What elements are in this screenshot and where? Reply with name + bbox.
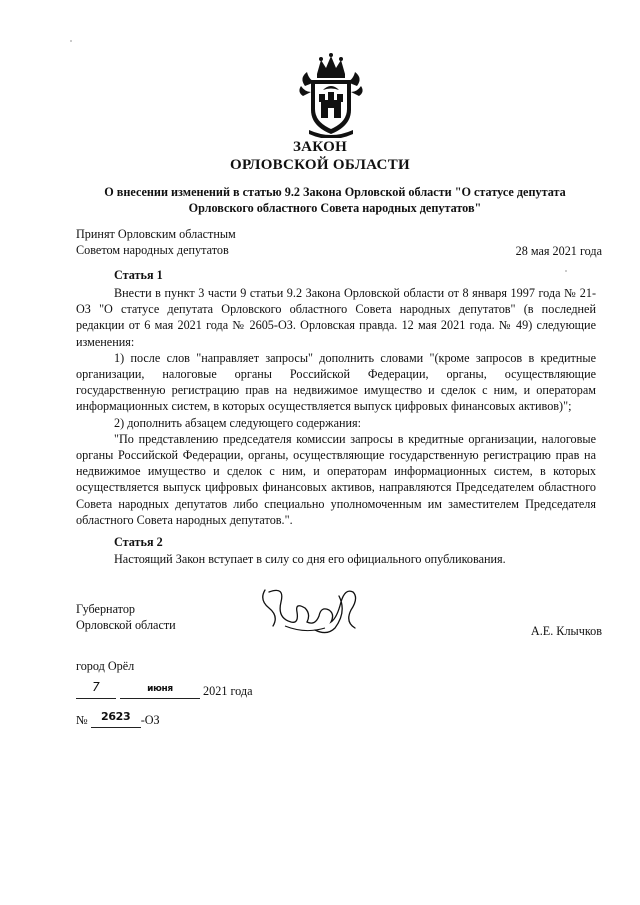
governor-signature: [255, 582, 370, 642]
law-number-suffix: -ОЗ: [140, 713, 160, 727]
law-number-prefix: №: [76, 713, 88, 727]
signing-date: [76, 680, 376, 702]
law-subject-title: [90, 184, 580, 216]
law-subject-line: О внесении изменений в статью 9.2 Закона Орловской области "О статусе депутата: [104, 185, 566, 199]
article-paragraph: 1) после слов "направляет запросы" дополнить словами "(кроме запросов в кредитные организации, налоговые органы Российской Федерации, органы, осуществляющие государственную регистрацию прав на недвижимое имущество и сделок с ним, и операторам информационных систем, в которых осуществляется выпуск цифровых финансовых активов)";: [76, 350, 596, 414]
law-number-blank: [91, 710, 141, 728]
adoption-date: 28 мая 2021 года: [515, 244, 602, 258]
adoption-note: [76, 226, 236, 258]
region-title: ОРЛОВСКОЙ ОБЛАСТИ: [230, 157, 410, 173]
date-month: июня: [147, 684, 173, 694]
signatory-title: [76, 601, 176, 633]
article-paragraph: Настоящий Закон вступает в силу со дня его официального опубликования.: [114, 552, 506, 566]
coat-of-arms-icon: [295, 52, 367, 138]
article-paragraph: "По представлению председателя комиссии запросы в кредитные организации, налоговые органы Российской Федерации, органы, осуществляющие государственную регистрацию прав на недвижимое имущество и сделок с ним, и операторам информационных систем, в которых осуществляется выпуск цифровых финансовых активов, направляются Председателем областного Совета народных депутатов либо специально уполномоченным им заместителем Председателя областного Совета народных депутатов.".: [76, 431, 596, 527]
scan-speck: [70, 40, 72, 42]
date-month-blank: [120, 684, 200, 699]
article-paragraph: Внести в пункт 3 части 9 статьи 9.2 Закона Орловской области от 8 января 1997 года № 21-ОЗ "О статусе депутата Орловского областного Совета народных депутатов" (в последней редакции от 6 мая 2021 года № 2605-ОЗ. Орловская правда. 12 мая 2021 года. № 49) следующие изменения:: [76, 286, 596, 349]
article-2-heading: Статья 2: [114, 535, 163, 549]
adoption-line: Советом народных депутатов: [76, 243, 229, 257]
signing-city: город Орёл: [76, 659, 135, 673]
date-day: 7: [92, 680, 100, 694]
scan-speck: [565, 270, 567, 272]
law-subject-line: Орловского областного Совета народных депутатов": [188, 201, 482, 215]
date-year: 2021 года: [203, 684, 253, 698]
date-day-blank: [76, 680, 116, 699]
signatory-title-line: Губернатор: [76, 602, 136, 616]
article-2-body: [76, 551, 596, 567]
article-paragraph: 2) дополнить абзацем следующего содержания:: [114, 415, 362, 430]
article-1-body: [76, 285, 596, 528]
law-number: [76, 710, 276, 731]
article-1-heading: Статья 1: [114, 268, 163, 282]
adoption-line: Принят Орловским областным: [76, 227, 236, 241]
document-type-title: ЗАКОН: [292, 139, 348, 155]
signatory-name: А.Е. Клычков: [530, 624, 602, 638]
signatory-title-line: Орловской области: [76, 618, 176, 632]
law-number-value: 2623: [100, 710, 131, 723]
